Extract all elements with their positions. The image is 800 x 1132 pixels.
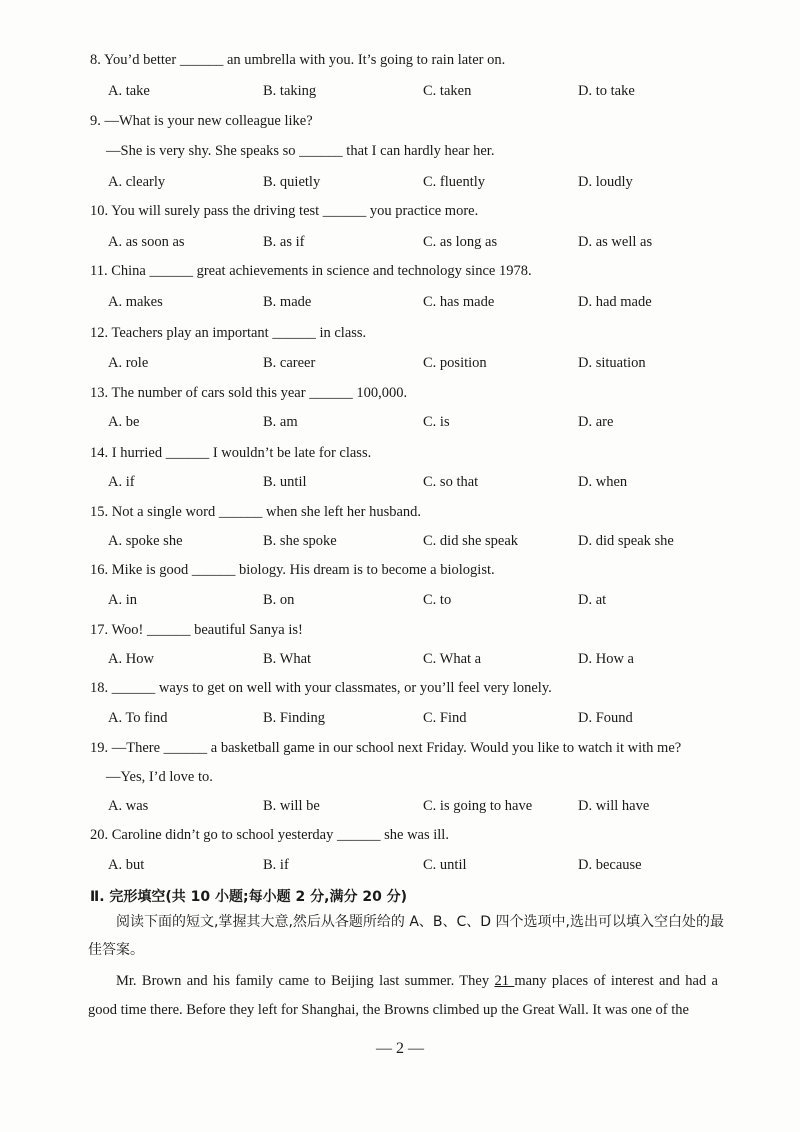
option-c: C. Find [423, 710, 467, 726]
question-14-stem: 14. I hurried ______ I wouldn’t be late for class. [90, 445, 372, 461]
option-c: C. as long as [423, 234, 498, 250]
section-2-title: Ⅱ. 完形填空(共 10 小题;每小题 2 分,满分 20 分) [90, 889, 408, 905]
question-17-options [108, 651, 748, 671]
option-b: B. What [263, 651, 312, 667]
option-d: D. situation [578, 355, 646, 371]
option-a: A. clearly [108, 174, 166, 190]
option-b: B. as if [263, 234, 305, 250]
option-c: C. did she speak [423, 533, 519, 549]
blank-21: 21 [494, 973, 515, 989]
question-20-stem: 20. Caroline didn’t go to school yesterday ______ she was ill. [90, 827, 449, 843]
option-d: D. had made [578, 294, 652, 310]
option-b: B. taking [263, 83, 317, 99]
question-17-stem: 17. Woo! ______ beautiful Sanya is! [90, 622, 303, 638]
option-a: A. spoke she [108, 533, 183, 549]
option-a: A. take [108, 83, 150, 99]
option-b: B. quietly [263, 174, 321, 190]
option-b: B. career [263, 355, 316, 371]
question-19-stem: 19. —There ______ a basketball game in our school next Friday. Would you like to watch it with me? [90, 740, 682, 756]
question-10-options [108, 234, 748, 254]
option-d: D. as well as [578, 234, 653, 250]
question-9-stem-2: —She is very shy. She speaks so ______ that I can hardly hear her. [106, 143, 495, 159]
question-8-options [108, 83, 748, 103]
option-c: C. until [423, 857, 467, 873]
question-20-options [108, 857, 748, 877]
option-d: D. Found [578, 710, 633, 726]
option-b: B. made [263, 294, 312, 310]
question-13-stem: 13. The number of cars sold this year ______ 100,000. [90, 385, 408, 401]
option-b: B. until [263, 474, 307, 490]
option-d: D. are [578, 414, 614, 430]
option-b: B. Finding [263, 710, 326, 726]
question-18-stem: 18. ______ ways to get on well with your classmates, or you’ll feel very lonely. [90, 680, 552, 696]
option-c: C. fluently [423, 174, 486, 190]
option-a: A. in [108, 592, 137, 608]
option-c: C. What a [423, 651, 482, 667]
question-11-stem: 11. China ______ great achievements in science and technology since 1978. [90, 263, 532, 279]
question-15-options [108, 533, 748, 553]
option-a: A. To find [108, 710, 168, 726]
question-11-options [108, 294, 748, 314]
question-16-options [108, 592, 748, 612]
option-a: A. but [108, 857, 145, 873]
question-19-stem-2: —Yes, I’d love to. [106, 769, 213, 785]
question-15-stem: 15. Not a single word ______ when she left her husband. [90, 504, 422, 520]
option-d: D. because [578, 857, 642, 873]
option-d: D. to take [578, 83, 635, 99]
option-c: C. has made [423, 294, 495, 310]
question-12-stem: 12. Teachers play an important ______ in class. [90, 325, 367, 341]
passage-text-end: many places of interest and had a good time there. Before they left for Shanghai, the Browns climbed up the Great Wall. It was one of the [88, 973, 718, 1018]
page-number: — 2 — [376, 1040, 424, 1057]
question-16-stem: 16. Mike is good ______ biology. His dream is to become a biologist. [90, 562, 495, 578]
question-14-options [108, 474, 748, 494]
question-9-stem: 9. —What is your new colleague like? [90, 113, 313, 129]
option-b: B. she spoke [263, 533, 337, 549]
option-a: A. if [108, 474, 135, 490]
question-12-options [108, 355, 748, 375]
option-a: A. be [108, 414, 140, 430]
option-c: C. is going to have [423, 798, 533, 814]
option-d: D. did speak she [578, 533, 674, 549]
option-c: C. so that [423, 474, 479, 490]
question-19-options [108, 798, 748, 818]
option-d: D. at [578, 592, 607, 608]
passage-text-start: Mr. Brown and his family came to Beijing last summer. They [116, 973, 495, 989]
option-c: C. taken [423, 83, 472, 99]
question-9-options [108, 174, 748, 194]
option-d: D. loudly [578, 174, 633, 190]
option-c: C. position [423, 355, 487, 371]
option-a: A. makes [108, 294, 163, 310]
question-10-stem: 10. You will surely pass the driving test ______ you practice more. [90, 203, 479, 219]
option-b: B. am [263, 414, 298, 430]
option-a: A. role [108, 355, 149, 371]
option-a: A. as soon as [108, 234, 185, 250]
question-18-options [108, 710, 748, 730]
option-a: A. How [108, 651, 154, 667]
cloze-passage [88, 967, 718, 1025]
option-d: D. when [578, 474, 628, 490]
option-c: C. is [423, 414, 450, 430]
option-b: B. if [263, 857, 289, 873]
option-d: D. How a [578, 651, 634, 667]
option-d: D. will have [578, 798, 650, 814]
question-8-stem: 8. You’d better ______ an umbrella with you. It’s going to rain later on. [90, 52, 506, 68]
option-b: B. on [263, 592, 295, 608]
section-2-instructions: 阅读下面的短文,掌握其大意,然后从各题所给的 A、B、C、D 四个选项中,选出可以填入空白处的最佳答案。 [88, 914, 724, 958]
option-a: A. was [108, 798, 149, 814]
question-13-options [108, 414, 748, 434]
option-b: B. will be [263, 798, 320, 814]
option-c: C. to [423, 592, 452, 608]
